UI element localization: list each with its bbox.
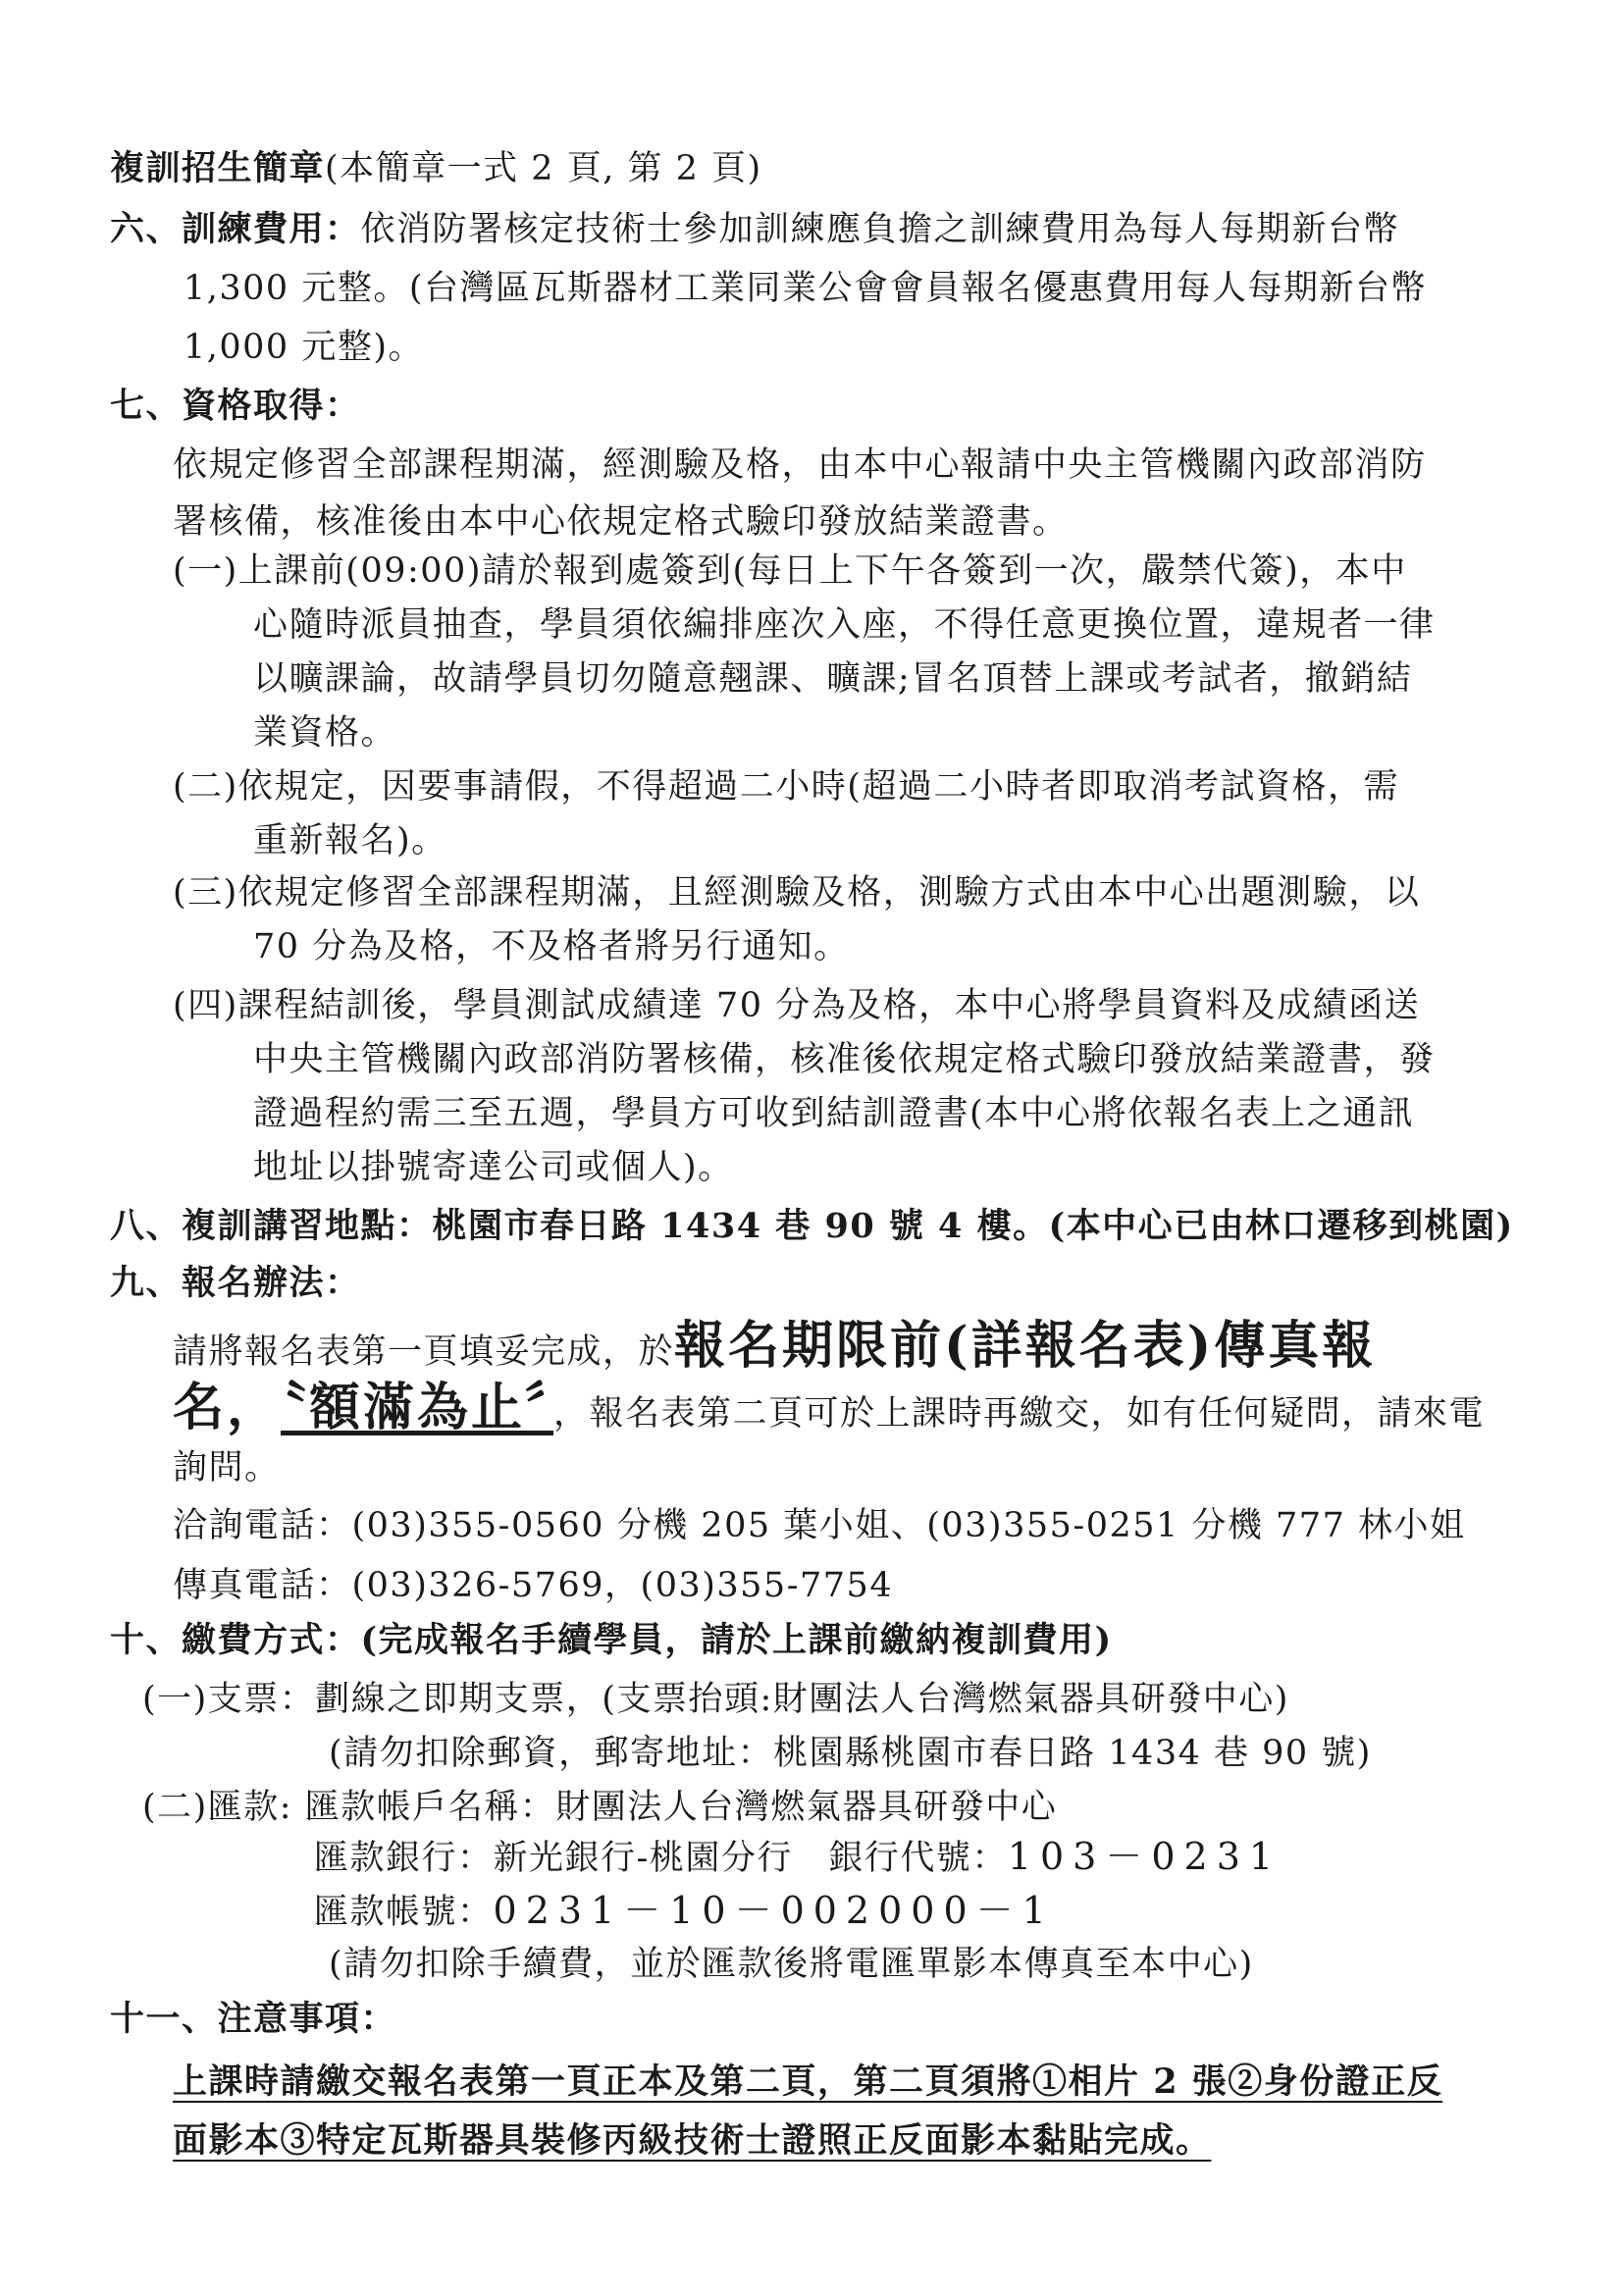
- section-8-location: 八、複訓講習地點：桃園市春日路 1434 巷 90 號 4 樓。(本中心已由林口遷移到桃園): [110, 1206, 1514, 1246]
- remittance-account-line: [314, 1889, 1055, 1934]
- section-7-item-1-line-3: 以曠課論，故請學員切勿隨意翹課、曠課;冒名頂替上課或考試者，撤銷結: [253, 659, 1413, 699]
- section-9-text-1a: 請將報名表第一頁填妥完成，於: [173, 1332, 675, 1372]
- section-7-para-line-2: 署核備，核准後由本中心依規定格式驗印發放結業證書。: [173, 502, 1069, 542]
- section-6-line-3: 1,000 元整)。: [183, 328, 424, 367]
- section-7-item-4-line-3: 證過程約需三至五週，學員方可收到結訓證書(本中心將依報名表上之通訊: [253, 1094, 1415, 1133]
- section-6-line-1: [110, 208, 1399, 251]
- section-7-item-3-line-1: (三)依規定修習全部課程期滿，且經測驗及格，測驗方式由本中心出題測驗，以: [173, 873, 1421, 913]
- section-7-item-1-line-4: 業資格。: [253, 713, 397, 753]
- section-9-line-2: [173, 1379, 1485, 1443]
- section-9-line-1: [173, 1317, 1376, 1382]
- section-6-line-2: 1,300 元整。(台灣區瓦斯器材工業同業公會會員報名優惠費用每人每期新台幣: [183, 269, 1427, 308]
- section-10-heading: 十、繳費方式：(完成報名手續學員，請於上課前繳納複訓費用): [110, 1620, 1113, 1660]
- payment-check-note: (請勿扣除郵資，郵寄地址：桃園縣桃園市春日路 1434 巷 90 號): [329, 1734, 1372, 1773]
- section-11-heading: 十一、注意事項：: [110, 1999, 397, 2039]
- section-6-heading: 六、訓練費用：: [110, 209, 361, 249]
- fax-number: 傳真電話：(03)326-5769，(03)355-7754: [173, 1566, 894, 1605]
- section-6-text-1: 依消防署核定技術士參加訓練應負擔之訓練費用為每人每期新台幣: [360, 210, 1400, 249]
- payment-remittance: (二)匯款: 匯款帳戶名稱：財團法人台灣燃氣器具研發中心: [142, 1788, 1058, 1827]
- remittance-account-label: 匯款帳號：: [314, 1893, 494, 1932]
- section-9-text-2c: ，報名表第二頁可於上課時再繳交，如有任何疑問，請來電: [553, 1394, 1486, 1434]
- remittance-bank-line: [314, 1835, 1282, 1880]
- limited-quota-emphasis: 〝額滿為止〞: [281, 1378, 554, 1437]
- section-7-item-4-line-4: 地址以掛號寄達公司或個人)。: [253, 1148, 734, 1187]
- remittance-bank-label: 匯款銀行：新光銀行-桃園分行 銀行代號：: [314, 1839, 1008, 1878]
- inquiry-phone: 洽詢電話：(03)355-0560 分機 205 葉小姐、(03)355-0251 分機 777 林小姐: [173, 1506, 1466, 1545]
- notice-line-2: 面影本③特定瓦斯器具裝修丙級技術士證照正反面影本黏貼完成。: [173, 2120, 1212, 2161]
- section-9-text-2a: 名，: [173, 1378, 282, 1437]
- payment-check: (一)支票：劃線之即期支票，(支票抬頭:財團法人台灣燃氣器具研發中心): [142, 1680, 1289, 1719]
- notice-line-1: 上課時請繳交報名表第一頁正本及第二頁，第二頁須將①相片 2 張②身份證正反: [173, 2061, 1443, 2102]
- section-7-item-1-line-1: (一)上課前(09:00)請於報到處簽到(每日上下午各簽到一次，嚴禁代簽)，本中: [173, 551, 1407, 591]
- document-title: 複訓招生簡章: [110, 148, 326, 188]
- section-9-line-3: 詢問。: [173, 1448, 281, 1487]
- section-7-item-1-line-2: 心隨時派員抽查，學員須依編排座次入座，不得任意更換位置，違規者一律: [253, 605, 1436, 645]
- section-7-item-4-line-2: 中央主管機關內政部消防署核備，核准後依規定格式驗印發放結業證書，發: [253, 1040, 1436, 1079]
- remittance-note: (請勿扣除手續費，並於匯款後將電匯單影本傳真至本中心): [329, 1945, 1254, 1984]
- deadline-emphasis: 報名期限前(詳報名表)傳真報: [674, 1316, 1377, 1376]
- section-7-para-line-1: 依規定修習全部課程期滿，經測驗及格，由本中心報請中央主管機關內政部消防: [173, 445, 1427, 485]
- section-9-heading: 九、報名辦法：: [110, 1263, 361, 1303]
- page-note: (本簡章一式 2 頁, 第 2 頁): [325, 149, 762, 188]
- bank-code: 103－0231: [1007, 1835, 1283, 1878]
- section-7-item-3-line-2: 70 分為及格，不及格者將另行通知。: [253, 927, 850, 966]
- section-7-item-2-line-2: 重新報名)。: [253, 821, 447, 861]
- section-7-heading: 七、資格取得：: [110, 386, 361, 426]
- section-7-item-4-line-1: (四)課程結訓後，學員測試成績達 70 分為及格，本中心將學員資料及成績函送: [173, 986, 1421, 1025]
- account-number: 0231－10－002000－1: [493, 1889, 1055, 1932]
- document-header: [110, 147, 762, 190]
- section-7-item-2-line-1: (二)依規定，因要事請假，不得超過二小時(超過二小時者即取消考試資格，需: [173, 767, 1399, 807]
